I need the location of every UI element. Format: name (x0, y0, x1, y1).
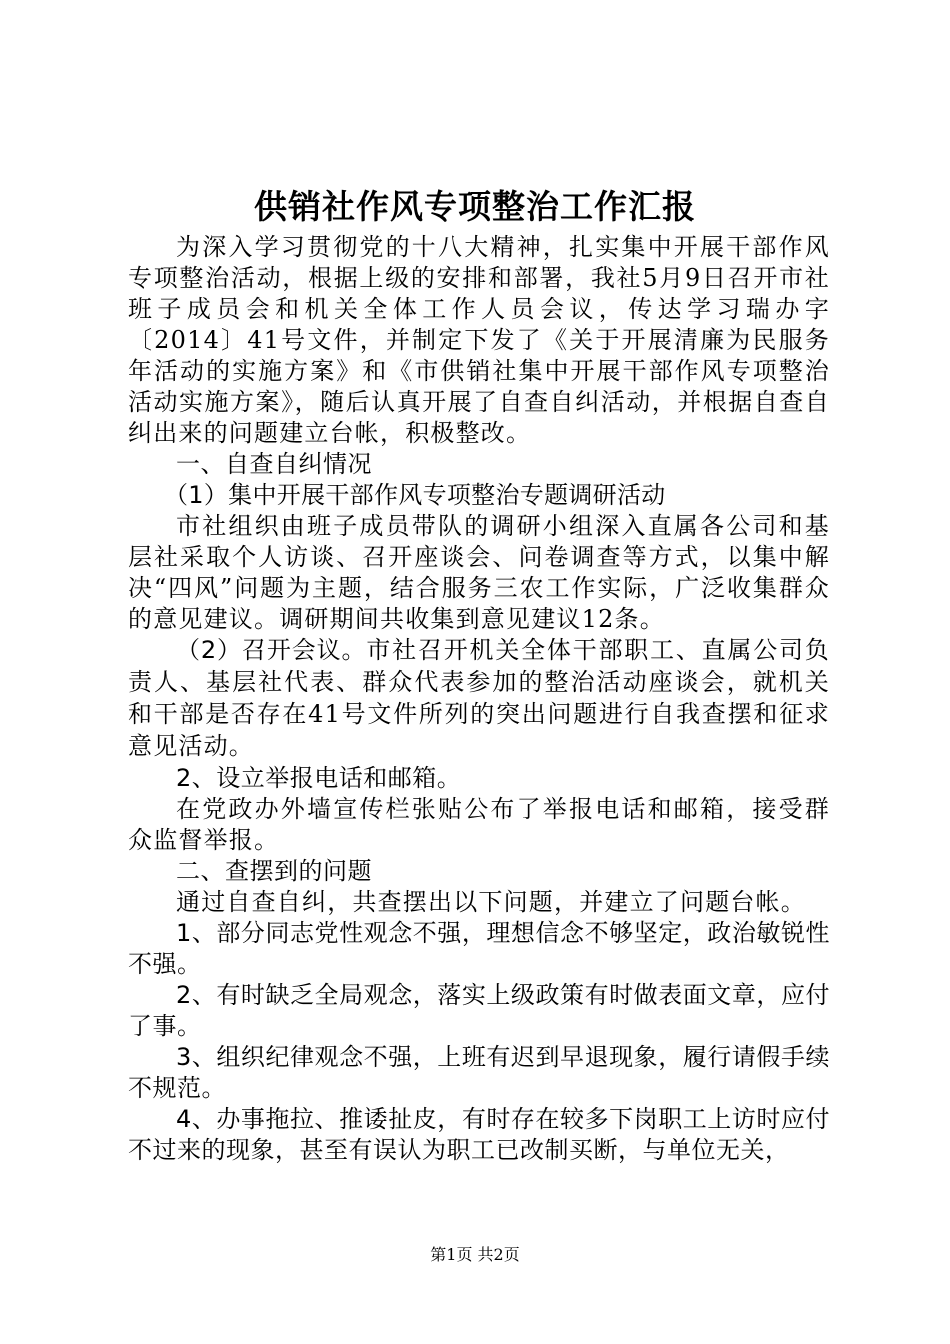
section1-heading: 一、自查自纠情况 (176, 450, 372, 478)
section1-sub2-lead: （2）召开会议。 (176, 636, 367, 664)
problem-item: 4、办事拖拉、推诿扯皮，有时存在较多下岗职工上访时应付不过来的现象，甚至有误认为职工已改制买断，与单位无关， (128, 1105, 830, 1164)
problem-item: 3、组织纪律观念不强，上班有迟到早退现象，履行请假手续不规范。 (128, 1043, 830, 1102)
section1-sub3-heading: 2、设立举报电话和邮箱。 (176, 764, 462, 792)
section2-heading: 二、查摆到的问题 (176, 857, 372, 885)
document-body (128, 232, 830, 1166)
section1-sub3-text: 在党政办外墙宣传栏张贴公布了举报电话和邮箱，接受群众监督举报。 (128, 795, 830, 854)
section1-sub1-text: 市社组织由班子成员带队的调研小组深入直属各公司和基层社采取个人访谈、召开座谈会、问卷调查等方式，以集中解决“四风”问题为主题，结合服务三农工作实际，广泛收集群众的意见建议。调研期间共收集到意见建议12条。 (128, 512, 830, 633)
problem-item: 1、部分同志党性观念不强，理想信念不够坚定，政治敏锐性不强。 (128, 919, 830, 978)
page-footer: 第1页 共2页 (430, 1245, 520, 1264)
intro-paragraph: 为深入学习贯彻党的十八大精神，扎实集中开展干部作风专项整治活动，根据上级的安排和部署，我社5月9日召开市社班子成员会和机关全体工作人员会议，传达学习瑞办字〔2014〕41号文件，并制定下发了《关于开展清廉为民服务年活动的实施方案》和《市供销社集中开展干部作风专项整治活动实施方案》，随后认真开展了自查自纠活动，并根据自查自纠出来的问题建立台帐，积极整改。 (128, 233, 830, 447)
document-title: 供销社作风专项整治工作汇报 (254, 187, 696, 226)
section1-sub2-text: 市社召开机关全体干部职工、直属公司负责人、基层社代表、群众代表参加的整治活动座谈会，就机关和干部是否存在41号文件所列的突出问题进行自我查摆和征求意见活动。 (128, 636, 830, 760)
section2-intro: 通过自查自纠，共查摆出以下问题，并建立了问题台帐。 (176, 888, 806, 916)
problem-item: 2、有时缺乏全局观念，落实上级政策有时做表面文章，应付了事。 (128, 981, 830, 1040)
section1-sub1-heading: （1）集中开展干部作风专项整治专题调研活动 (164, 481, 666, 509)
section1-sub2-paragraph (128, 635, 830, 763)
